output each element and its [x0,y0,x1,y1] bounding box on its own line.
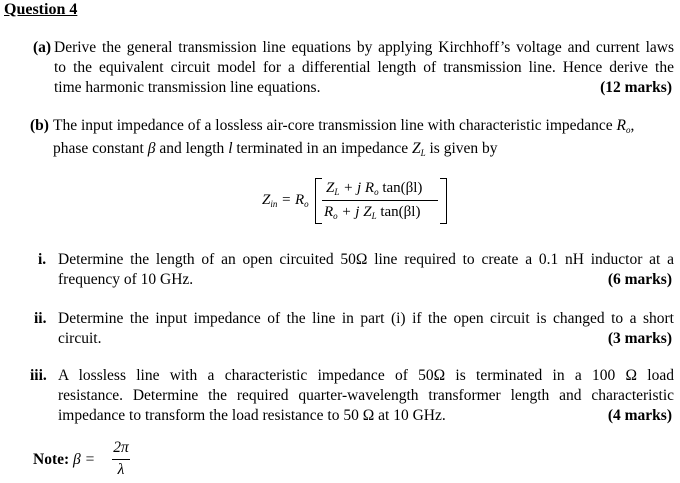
question-title: Question 4 [4,1,78,18]
den-tan: tan(βl) [380,204,421,220]
part-a-marks: (12 marks) [600,79,672,96]
num-z-sub: L [334,187,340,197]
note-numerator: 2π [113,439,129,456]
note-denominator: λ [117,461,125,478]
right-bracket [440,178,447,224]
eq-ro: = R [281,192,305,208]
equation-denominator [324,202,420,226]
part-b-label: (b) [30,117,49,134]
symbol-r-sub: o [626,125,631,135]
note-label: Note: [33,451,70,468]
eq-zin: Z [262,192,271,208]
eq-ro-sub: o [304,199,309,209]
item-i-text [58,250,674,290]
symbol-l: l [228,140,233,157]
item-iii-line1: A lossless line with a characteristic impedance of 50Ω is terminated in a 100 Ω load [58,367,674,384]
num-jr-sub: o [374,187,379,197]
part-b-line2a: phase constant [53,140,144,157]
fraction-bar [322,200,438,201]
symbol-beta: β [147,140,156,157]
equation-numerator [326,178,422,202]
num-jr: + j R [343,180,375,196]
num-z: Z [326,180,335,196]
part-a-label: (a) [33,39,52,56]
part-b-line2d: is given by [429,140,498,157]
part-b-line1-text: The input impedance of a lossless air-core transmission line with characteristic impedance [53,117,613,134]
part-a-line1: Derive the general transmission line equations by applying Kirchhoff’s voltage and current laws [54,39,674,56]
left-bracket [315,178,322,224]
eq-zin-sub: in [270,199,278,209]
equation-lhs [262,190,309,214]
part-a-line3: time harmonic transmission line equations. [54,79,321,96]
part-b-line2c: terminated in an impedance [236,140,409,157]
item-i-marks: (6 marks) [607,271,672,288]
num-tan: tan(βl) [382,180,423,196]
part-b-line1: The input impedance of a lossless air-core transmission line with characteristic impedance $R_o$, [53,117,635,135]
den-jz: + j Z [341,204,372,220]
item-iii-line2: resistance. Determine the required quarter-wavelength transformer length and characteristic [58,387,674,404]
part-b-line2 [53,139,498,163]
item-ii-line1: Determine the input impedance of the line in part (i) if the open circuit is changed to a short [58,310,674,327]
item-ii-label: ii. [34,310,47,327]
part-b-line2b: and length [159,140,225,157]
part-a-line2: to the equivalent circuit model for a differential length of transmission line. Hence derive the [54,59,674,76]
note-beta: β = [73,451,96,468]
symbol-r: R [616,117,626,134]
item-i-line1: Determine the length of an open circuited 50Ω line required to create a 0.1 nH inductor at a [58,251,674,268]
den-r: R [324,204,334,220]
item-ii-text [58,309,674,349]
item-iii-line3: impedance to transform the load resistance to 50 Ω at 10 GHz. [58,407,446,424]
item-iii-text [58,366,674,426]
note [33,450,95,470]
item-ii-line2: circuit. [58,330,102,347]
symbol-z-sub: L [420,148,426,158]
den-r-sub: o [333,211,338,221]
item-i-label: i. [38,251,47,268]
item-ii-marks: (3 marks) [607,330,672,347]
den-jz-sub: L [371,211,377,221]
item-iii-label: iii. [30,367,47,384]
item-i-line2: frequency of 10 GHz. [58,271,194,288]
symbol-z: Z [411,140,421,157]
part-a-text [54,38,674,98]
item-iii-marks: (4 marks) [607,407,672,424]
